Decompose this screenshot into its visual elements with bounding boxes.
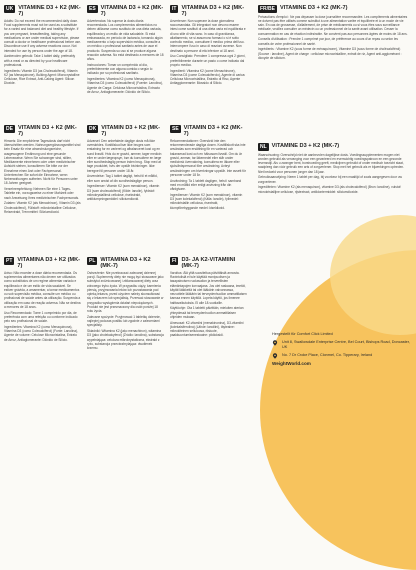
block-title: VITAMINA D3 + K2 (MK-7)	[100, 5, 164, 18]
block-paragraph: Waarschuwing: Overschrijd niet de aanbevolen dagelijkse dosis. Voedingssupplementen mogen niet worden gebruikt als vervanging voor een gevarieerd en evenwichtig voedingspatroon en een gezonde levensstijl. Als u zwanger bent, borstvoeding geeft, medicijnen gebruikt of onder medisch toezicht staat, raadpleeg dan vóór gebruik een arts of zorgverlener. Stop met het gebruik als er bijwerkingen optreden. Niet bedoeld voor personen jonger dan 18 jaar.	[258, 152, 405, 174]
language-code: IT	[172, 5, 177, 12]
block-paragraph: Uso Consigliato: Prendere 1 compressa ogni 2 giorni, preferibilmente durante un pasto o come indicato dal proprio medico.	[170, 54, 246, 67]
language-code: NL	[260, 143, 267, 150]
location-pin-icon	[272, 353, 278, 359]
eu-address-row	[272, 353, 412, 360]
language-code: PT	[6, 257, 13, 264]
language-code: FR/BE	[260, 5, 275, 12]
block-paragraph: Ingrédients : Vitamine K2 (sous forme de ménaquinone), Vitamine D3 (sous forme de cholécalciférol) (Source : lanoline), Agent de charge : cellulose microcristalline, extrait de riz, Agent anti-agglomérant : dioxyde de silicium.	[258, 47, 402, 60]
block-paragraph: Avvertenze: Non superare la dose giornaliera raccomandata. Gli integratori non devono essere intesi come sostituti di una dieta varia ed equilibrata e di uno stile di vita sano. In caso di gravidanza, allattamento, se si assumono farmaci o si è sotto controllo medico, consultare il medico prima dell'uso. Interrompere l'uso in caso di reazioni avverse. Non destinato a persone di età inferiore ai 18 anni.	[170, 18, 246, 53]
manufacturer-intro: Hergestellt für Comfort Click Limited	[272, 332, 333, 336]
block-fi	[170, 257, 247, 339]
block-paragraph: Ingredients: Vitamin D3 (as Cholecalciferol), Vitamin K2 (as Menaquinone), Bulking Agent: Microcrystalline Cellulose, Rice Extract, Anti-Caking Agent: Silicon Dioxide.	[4, 68, 80, 86]
block-title: D3- JA K2-VITAMIINI (MK-7)	[181, 257, 236, 270]
block-fr-be	[258, 5, 408, 62]
block-es	[87, 5, 164, 96]
manufacturer-info	[272, 332, 412, 368]
block-uk	[4, 5, 81, 87]
block-pl	[87, 257, 164, 352]
block-paragraph: Conseils d'utilisation : Prendre 1 comprimé par jour, de préférence au cours d'un repas ou selon les conseils de votre professionnel de santé.	[258, 37, 398, 46]
block-paragraph: Advarsel: Den anbefalede daglige dosis må ikke overskrides. Kosttilskud bør ikke bruges som erstatning for en varieret og afbalanceret kost og en sund livsstil. Hvis du er gravid, ammer, tager medicin eller er under lægeopsyn, bør du konsultere en læge eller sundhedsfaglig person inden brug. Stop med at tage produktet, hvis der opstår bivirkninger. Ikke beregnet til personer under 18 år.	[87, 138, 162, 173]
block-nl	[258, 143, 408, 196]
block-paragraph: Précautions d'emploi : Ne pas dépasser la dose journalière recommandée. Les compléments alimentaires ne doivent pas être utilisés comme substitut à une alimentation variée et équilibrée et à un mode de vie sain. En cas de grossesse, d'allaitement, de prise de médicaments ou si vous êtes sous surveillance médicale, veuillez consulter un médecin ou un professionnel de la santé avant utilisation. Cesser la consommation en cas de réaction indésirable. Ne convient pas aux personnes âgées de moins de 18 ans.	[258, 14, 408, 36]
block-paragraph: Ingrediënten: Vitamine K2 (als menaquinon), vitamine D3 (als cholecalciferol) (Bron: lanoline), vulstof: microkristallijne cellulose, rijstextract, antiklontermiddel: siliciumdioxide.	[258, 185, 402, 194]
block-it	[170, 5, 247, 87]
block-title: VITAMINE D3 + K2 (MK-7)	[18, 5, 81, 18]
block-paragraph: Ingredientes: Vitamina K2 (como Menaquinona), Vitamina D3 (como Colecalciferol) (Fuente: Lanolina), Agente de Carga: Celulosa Microcristalina, Extracto de Arroz, Antiaglomerante: Dióxido de Silicio.	[87, 77, 163, 94]
block-paragraph: Gebruiksaanwijzing: Neem 1 tablet per dag, bij voorkeur bij een maaltijd of zoals aangegeven door uw zorgverlener.	[258, 175, 402, 184]
eu-address: No. 7 Dr Croke Place, Clonmel, Co. Tipperary, Ireland	[282, 352, 373, 357]
block-title: VITAMIN D3 + K2 (MK-7)	[183, 125, 243, 138]
block-se	[170, 125, 247, 212]
uk-address: Unit 8, Swallowdale Enterprise Centre, Bel Court, Bishops Road, Doncaster, UK	[282, 339, 410, 349]
block-paragraph: Ingredienser: Vitamin K2 (som menakinon), vitamin D3 (som kolekalciferol) (Källa: lanolin), fyllmedel: mikrokristallin cellulosa, risextrakt, klumpförebyggande medel: kiseldioxid.	[170, 192, 243, 210]
block-pt	[4, 257, 81, 344]
block-paragraph: Adults: Do not exceed the recommended daily dose. Food supplements must not be used as a substitute for a varied and balanced diet and healthy lifestyle. If you are pregnant, breastfeeding, taking any medications or are under medical supervision, please consult a doctor or healthcare professional before use. Discontinue use if any adverse reactions occur. Not intended for use by persons under the age of 18.	[4, 18, 81, 53]
block-title: VITAMINE D3 + K2 (MK-7)	[271, 143, 340, 149]
language-code: ES	[89, 5, 96, 12]
block-title: VITAMINA D3 + K2 (MK-7)	[181, 5, 245, 18]
block-paragraph: Zalecane spożycie: Przyjmować 1 tabletkę dziennie, najlepiej podczas posiłku lub zgodnie z zaleceniami specjalisty.	[87, 314, 161, 328]
language-code: SE	[172, 125, 179, 132]
uk-address-row	[272, 340, 412, 351]
block-paragraph: Składniki: Witamina K2 (jako menachinon), witamina D3 (jako cholekalcyferol) (Źródło: lanolina), substancja wypełniająca: celuloza mikrokrystaliczna, ekstrakt z ryżu, substancja przeciwzbrylająca: dwutlenek krzemu.	[87, 329, 164, 351]
block-dk	[87, 125, 164, 203]
block-paragraph: Aanbevolen gebruik: Take 1 tablet daily, preferably with a meal or as directed by your healthcare professional.	[4, 54, 76, 67]
block-paragraph: Varoitus: Älä ylitä suositeltua päivittäistä annosta. Ravintolisiä ei tule käyttää monipuolisen ja tasapainoisen ruokavalion ja terveellisten elämäntapojen korvaajana. Jos olet raskaana, imetät, käytät lääkkeitä tai olet lääkärin valvonnassa, neuvottele lääkärin tai terveydenhuollon ammattilaisen kanssa ennen käyttöä. Lopeta käyttö, jos ilmenee haittavaikutuksia. Ei alle 18-vuotiaille.	[170, 270, 247, 305]
block-title: VITAMINA D3 + K2 (MK-7)	[17, 257, 81, 270]
block-paragraph: Ingredienser: Vitamin K2 (som menakinon), vitamin D3 (som cholecalciferol) (Kilde: lanolin), fyldstof: mikrokrystallinsk cellulose, risekstrakt, antiklumpningsmiddel: siliciumdioxid.	[87, 184, 160, 202]
block-paragraph: Käyttöohje: Ota 1 tabletti päivittäin, mieluiten aterian yhteydessä tai terveydenhuollon ammattilaisen ohjeiden mukaan.	[170, 306, 244, 319]
block-paragraph: Advertencias: No superar la dosis diaria recomendada. Los complementos alimenticios no deben utilizarse como sustituto de una dieta variada, equilibrada y un estilo de vida saludable. Si está embarazada, en período de lactancia, tomando algún medicamento o bajo supervisión médica, consulte a un médico o profesional sanitario antes de usar el producto. Suspenda su uso si se produce alguna reacción adversa. No está destinado a menores de 18 años.	[87, 18, 164, 62]
block-de	[4, 125, 81, 216]
language-code: FI	[172, 257, 177, 264]
block-paragraph: Ainesosat: K2-vitamiini (menakinonina), D3-vitamiini (kolekalsiferolina) (Lähde: lanoliini), täyteaine: mikrokiteinen selluloosa, riisiuute, paakkuuntumisenestoaine: piidioksidi.	[170, 320, 244, 338]
language-code: DK	[89, 125, 97, 132]
block-paragraph: Rekommendationer: Överskrid inte den rekommenderade dagliga dosen. Kosttillskott ska inte användas som ersättning för en varierad och balanserad kost och en hälsosam livsstil. Om du är gravid, ammar, tar läkemedel eller står under medicinsk övervakning, konsultera en läkare eller sjukvårdspersonal före användning. Avbryt användningen om biverkningar uppstår. Inte avsett för personer under 18 år.	[170, 138, 247, 177]
block-paragraph: Instrucciones: Tomar un comprimido al día, preferiblemente con alguna comida o según lo indicado por su profesional sanitario.	[87, 62, 153, 76]
language-code: PL	[89, 257, 96, 264]
block-paragraph: Användning: Ta 1 tablett dagligen, helst i samband med en måltid eller enligt anvisning från din vårdgivare.	[170, 178, 242, 192]
block-title: VITAMIN D3 + K2 (MK-7)	[17, 125, 77, 138]
website-link[interactable]: WeightWorld.com	[272, 361, 311, 366]
block-title: VITAMINE D3 + K2 (MK-7)	[280, 5, 348, 11]
block-paragraph: Uso Recomendado: Tome 1 comprimido por dia, de preferência com uma refeição ou conforme indicado pelo seu profissional de saúde.	[4, 310, 78, 324]
block-paragraph: Hinweis: Die empfohlene Tagesdosis darf nicht überschritten werden. Nahrungsergänzungsmittel sind kein Ersatz für eine abwechslungsreiche, ausgewogene Ernährung und eine gesunde Lebensweise. Wenn Sie schwanger sind, stillen, Medikamente einnehmen oder unter medizinischer Aufsicht stehen, konsultieren Sie bitte vor der Einnahme einen Arzt oder Fachpersonal. Unterbrechen Sie sofort die Einnahme, wenn Nebenwirkungen auftreten. Nicht für Personen unter 18 Jahren geeignet.	[4, 138, 81, 186]
language-code: DE	[6, 125, 13, 132]
block-paragraph: Zutaten: Vitamin K2 (als Menachinon), Vitamin D3 (als Cholecalciferol), Füllstoff: mikrokristalline Cellulose, Reisextrakt, Trennmittel: Siliziumdioxid.	[4, 201, 81, 214]
location-pin-icon	[272, 340, 278, 346]
block-paragraph: Anvendelse: Tag 1 tablet dagligt, helst til et måltid, eller som anvist af din sundhedsfaglige person.	[87, 174, 158, 183]
block-paragraph: Ingredientes: Vitamina K2 (como Menaquinona), Vitamina D3 (como Colecalciferol) (Fonte: Lanolina), Agente de volume: Celulose Microcristalina, Extrato de Arroz, Antiaglomerante: Dióxido de Silício.	[4, 324, 78, 342]
block-paragraph: Ingredienti: Vitamina K2 (come Menachinone), Vitamina D3 (come Colecalciferolo), Agente di carica: Cellulosa Microcristallina, Estratto di Riso, Agente Antiagglomerante: Biossido di Silicio.	[170, 68, 246, 86]
block-paragraph: Aviso: Não exceder a dose diária recomendada. Os suplementos alimentares não devem ser utilizados como substitutos de um regime alimentar variado e equilibrado e de um estilo de vida saudável. Se estiver grávida, a amamentar, a tomar medicamentos ou sob supervisão médica, consulte um médico ou profissional de saúde antes da utilização. Suspenda a utilização em caso de reação adversa. Não se destina a menores de 18 anos.	[4, 270, 81, 309]
block-paragraph: Verzehrempfehlung: Nehmen Sie eine 1 Tages-Tablette ein, vorzugsweise zu einer Mahlzeit oder nach Anweisung Ihres medizinischen Fachpersonals.	[4, 187, 79, 200]
block-title: VITAMIN D3 + K2 (MK-7)	[101, 125, 161, 138]
block-title: WITAMINA D3 + K2 (MK-7)	[100, 257, 151, 270]
language-code: UK	[6, 5, 14, 12]
block-paragraph: Ostrzeżenie: Nie przekraczać zalecanej dziennej porcji. Suplementy diety nie mogą być stosowane jako substytut zróżnicowanej i zbilansowanej diety oraz zdrowego trybu życia. W przypadku ciąży, karmienia piersią, przyjmowania leków lub pozostawania pod opieką lekarza, przed użyciem należy skonsultować się z lekarzem lub specjalistą. Przerwać stosowanie w przypadku wystąpienia działań niepożądanych. Produkt nie jest przeznaczony dla osób poniżej 18 roku życia.	[87, 270, 164, 314]
